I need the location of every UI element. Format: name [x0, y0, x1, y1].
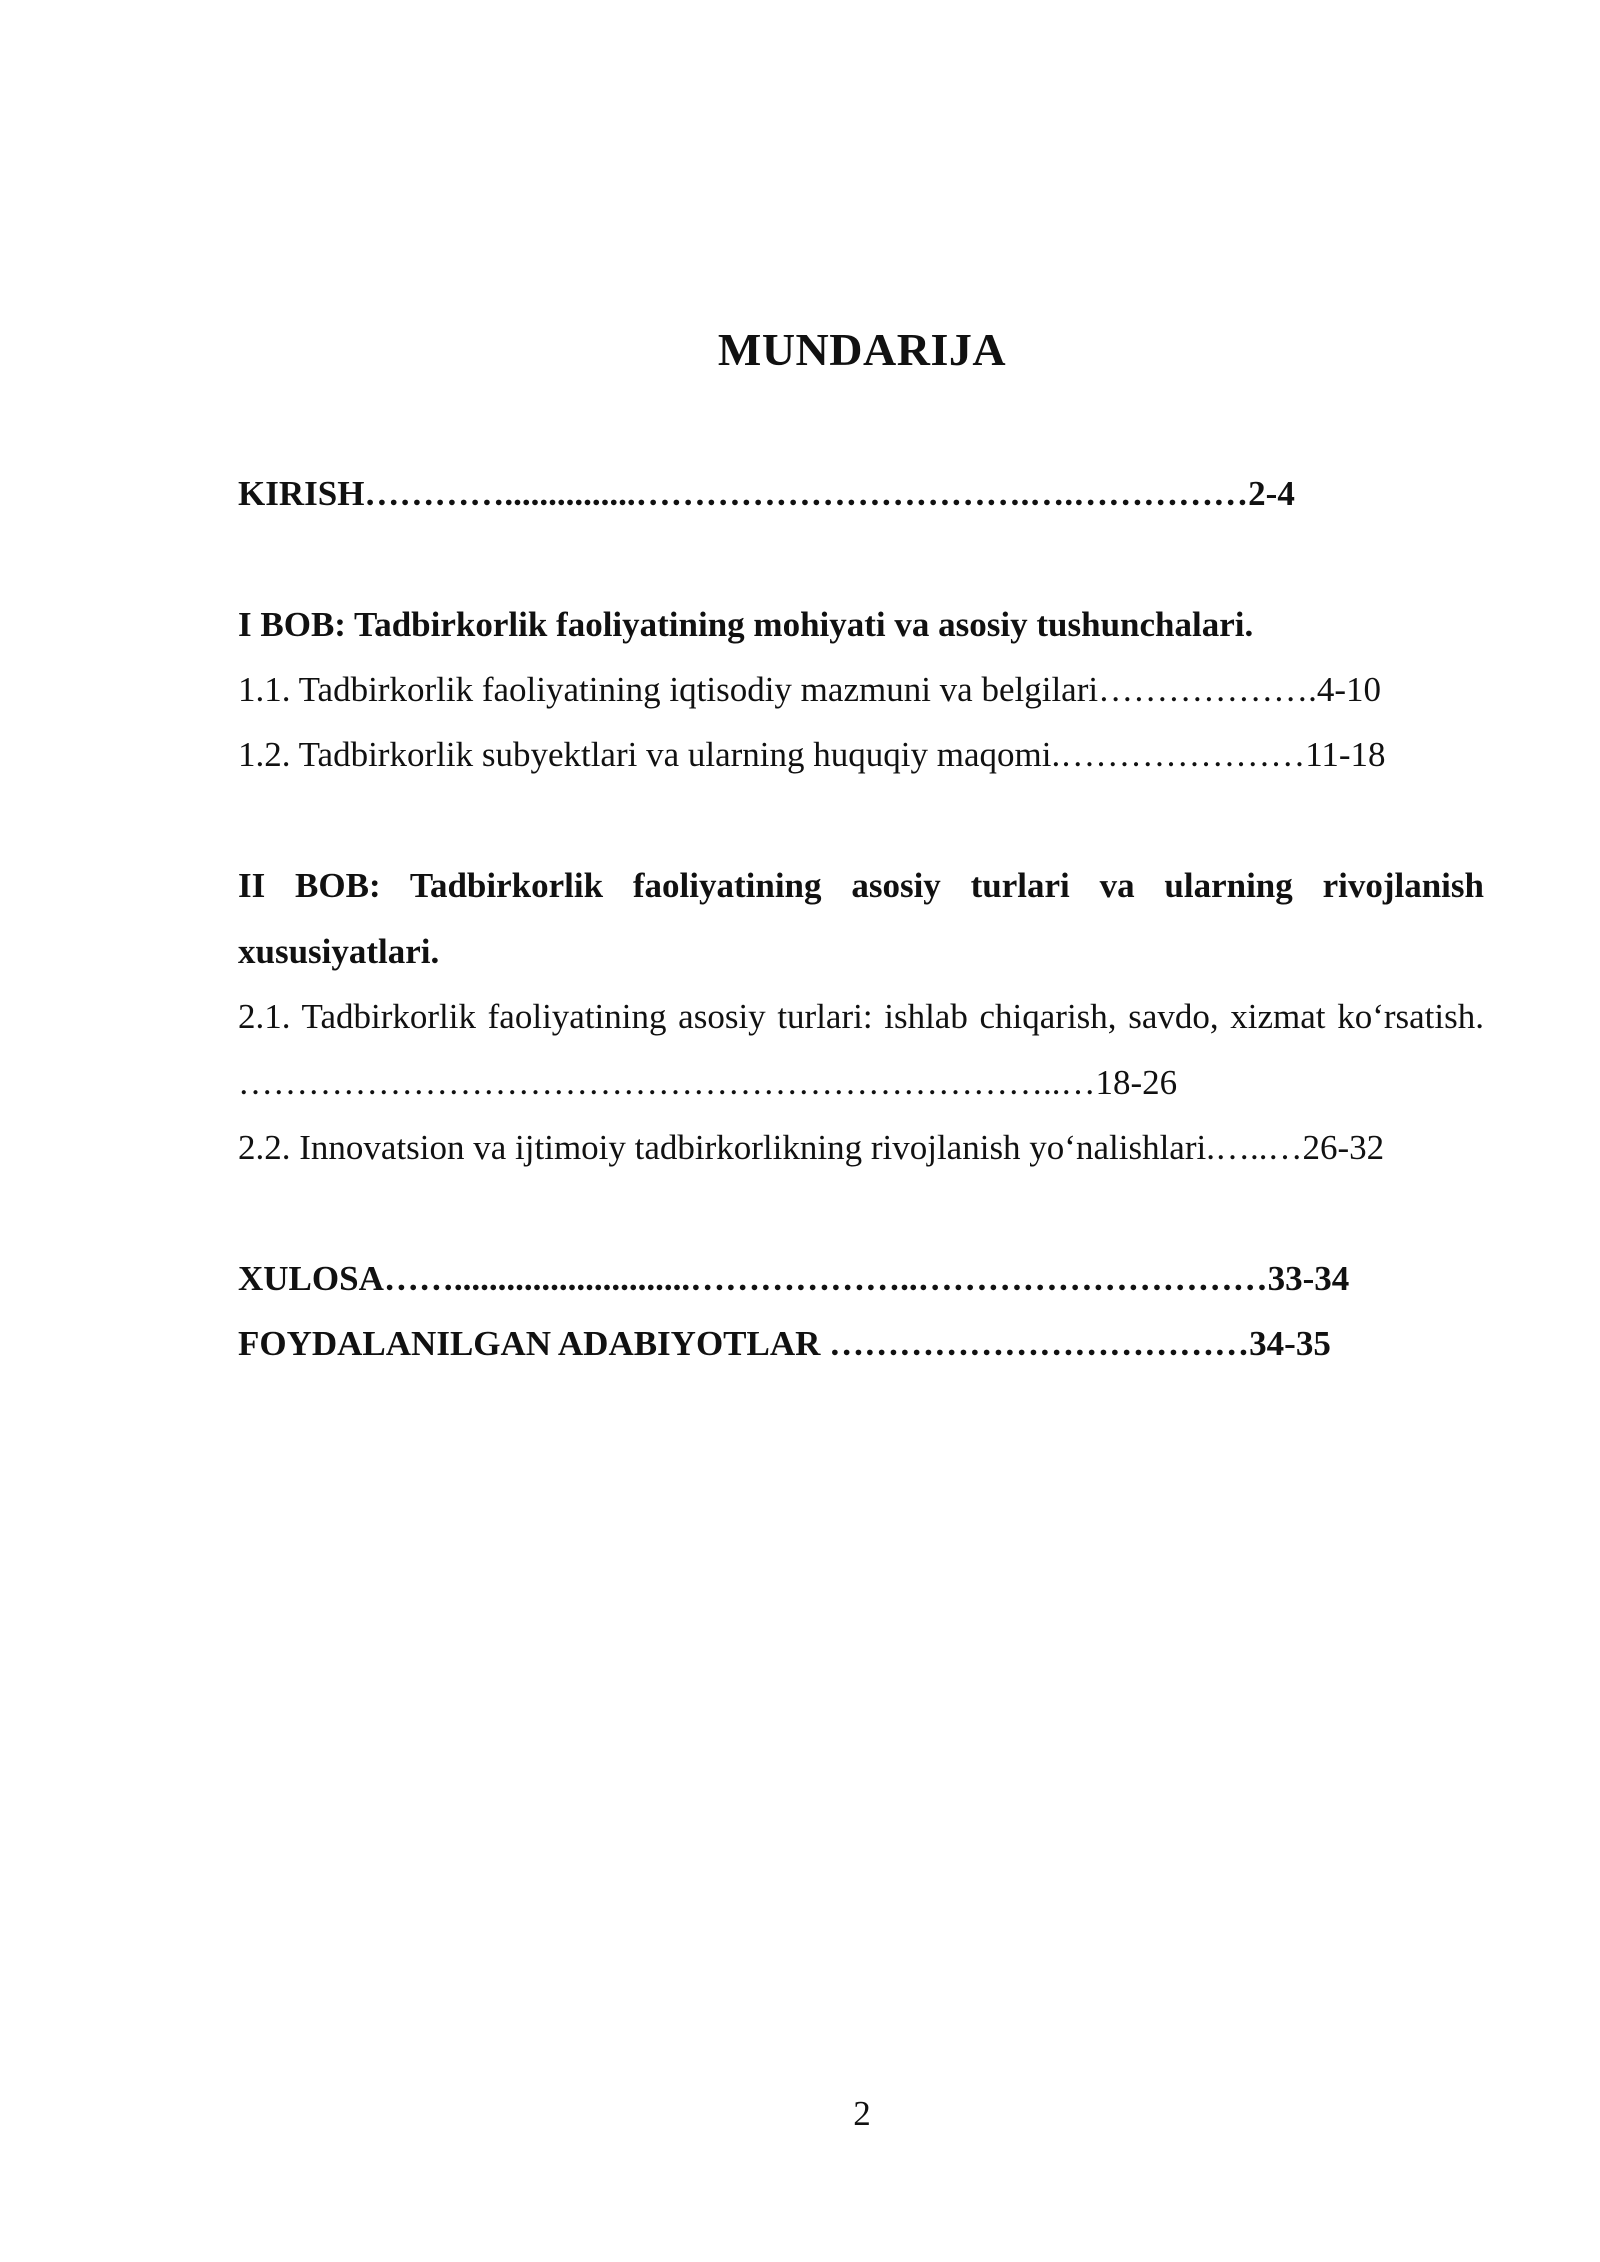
- toc-chapter-2-heading: II BOB: Tadbirkorlik faoliyatining asosiy turlari va ularning rivojlanish xususiyatlari.: [238, 866, 1484, 971]
- toc-entry-2-2: 2.2. Innovatsion va ijtimoiy tadbirkorlikning rivojlanish yo‘nalishlari.…..…26-32: [238, 1128, 1385, 1167]
- toc-entry-1-2: 1.2. Tadbirkorlik subyektlari va ularning huquqiy maqomi.…………………11-18: [238, 735, 1386, 774]
- page-number: 2: [853, 2094, 871, 2133]
- toc-chapter-1-heading: I BOB: Tadbirkorlik faoliyatining mohiyati va asosiy tushunchalari.: [238, 605, 1254, 644]
- toc-entry-kirish: KIRISH…………...............…………………………….….……………2-4: [238, 474, 1295, 513]
- toc-entry-1-1: 1.1. Tadbirkorlik faoliyatining iqtisodiy mazmuni va belgilari……………….4-10: [238, 670, 1381, 709]
- toc-entry-2-1: 2.1. Tadbirkorlik faoliyatining asosiy turlari: ishlab chiqarish, savdo, xizmat ko‘rsatish. ……………………………………………………………..…18-26: [238, 997, 1484, 1102]
- toc-entry-bibliography: FOYDALANILGAN ADABIYOTLAR ………………………………34-35: [238, 1324, 1331, 1363]
- toc-entry-xulosa: XULOSA……...........................………………..…………………………33-34: [238, 1259, 1350, 1298]
- page-title: MUNDARIJA: [717, 324, 1007, 375]
